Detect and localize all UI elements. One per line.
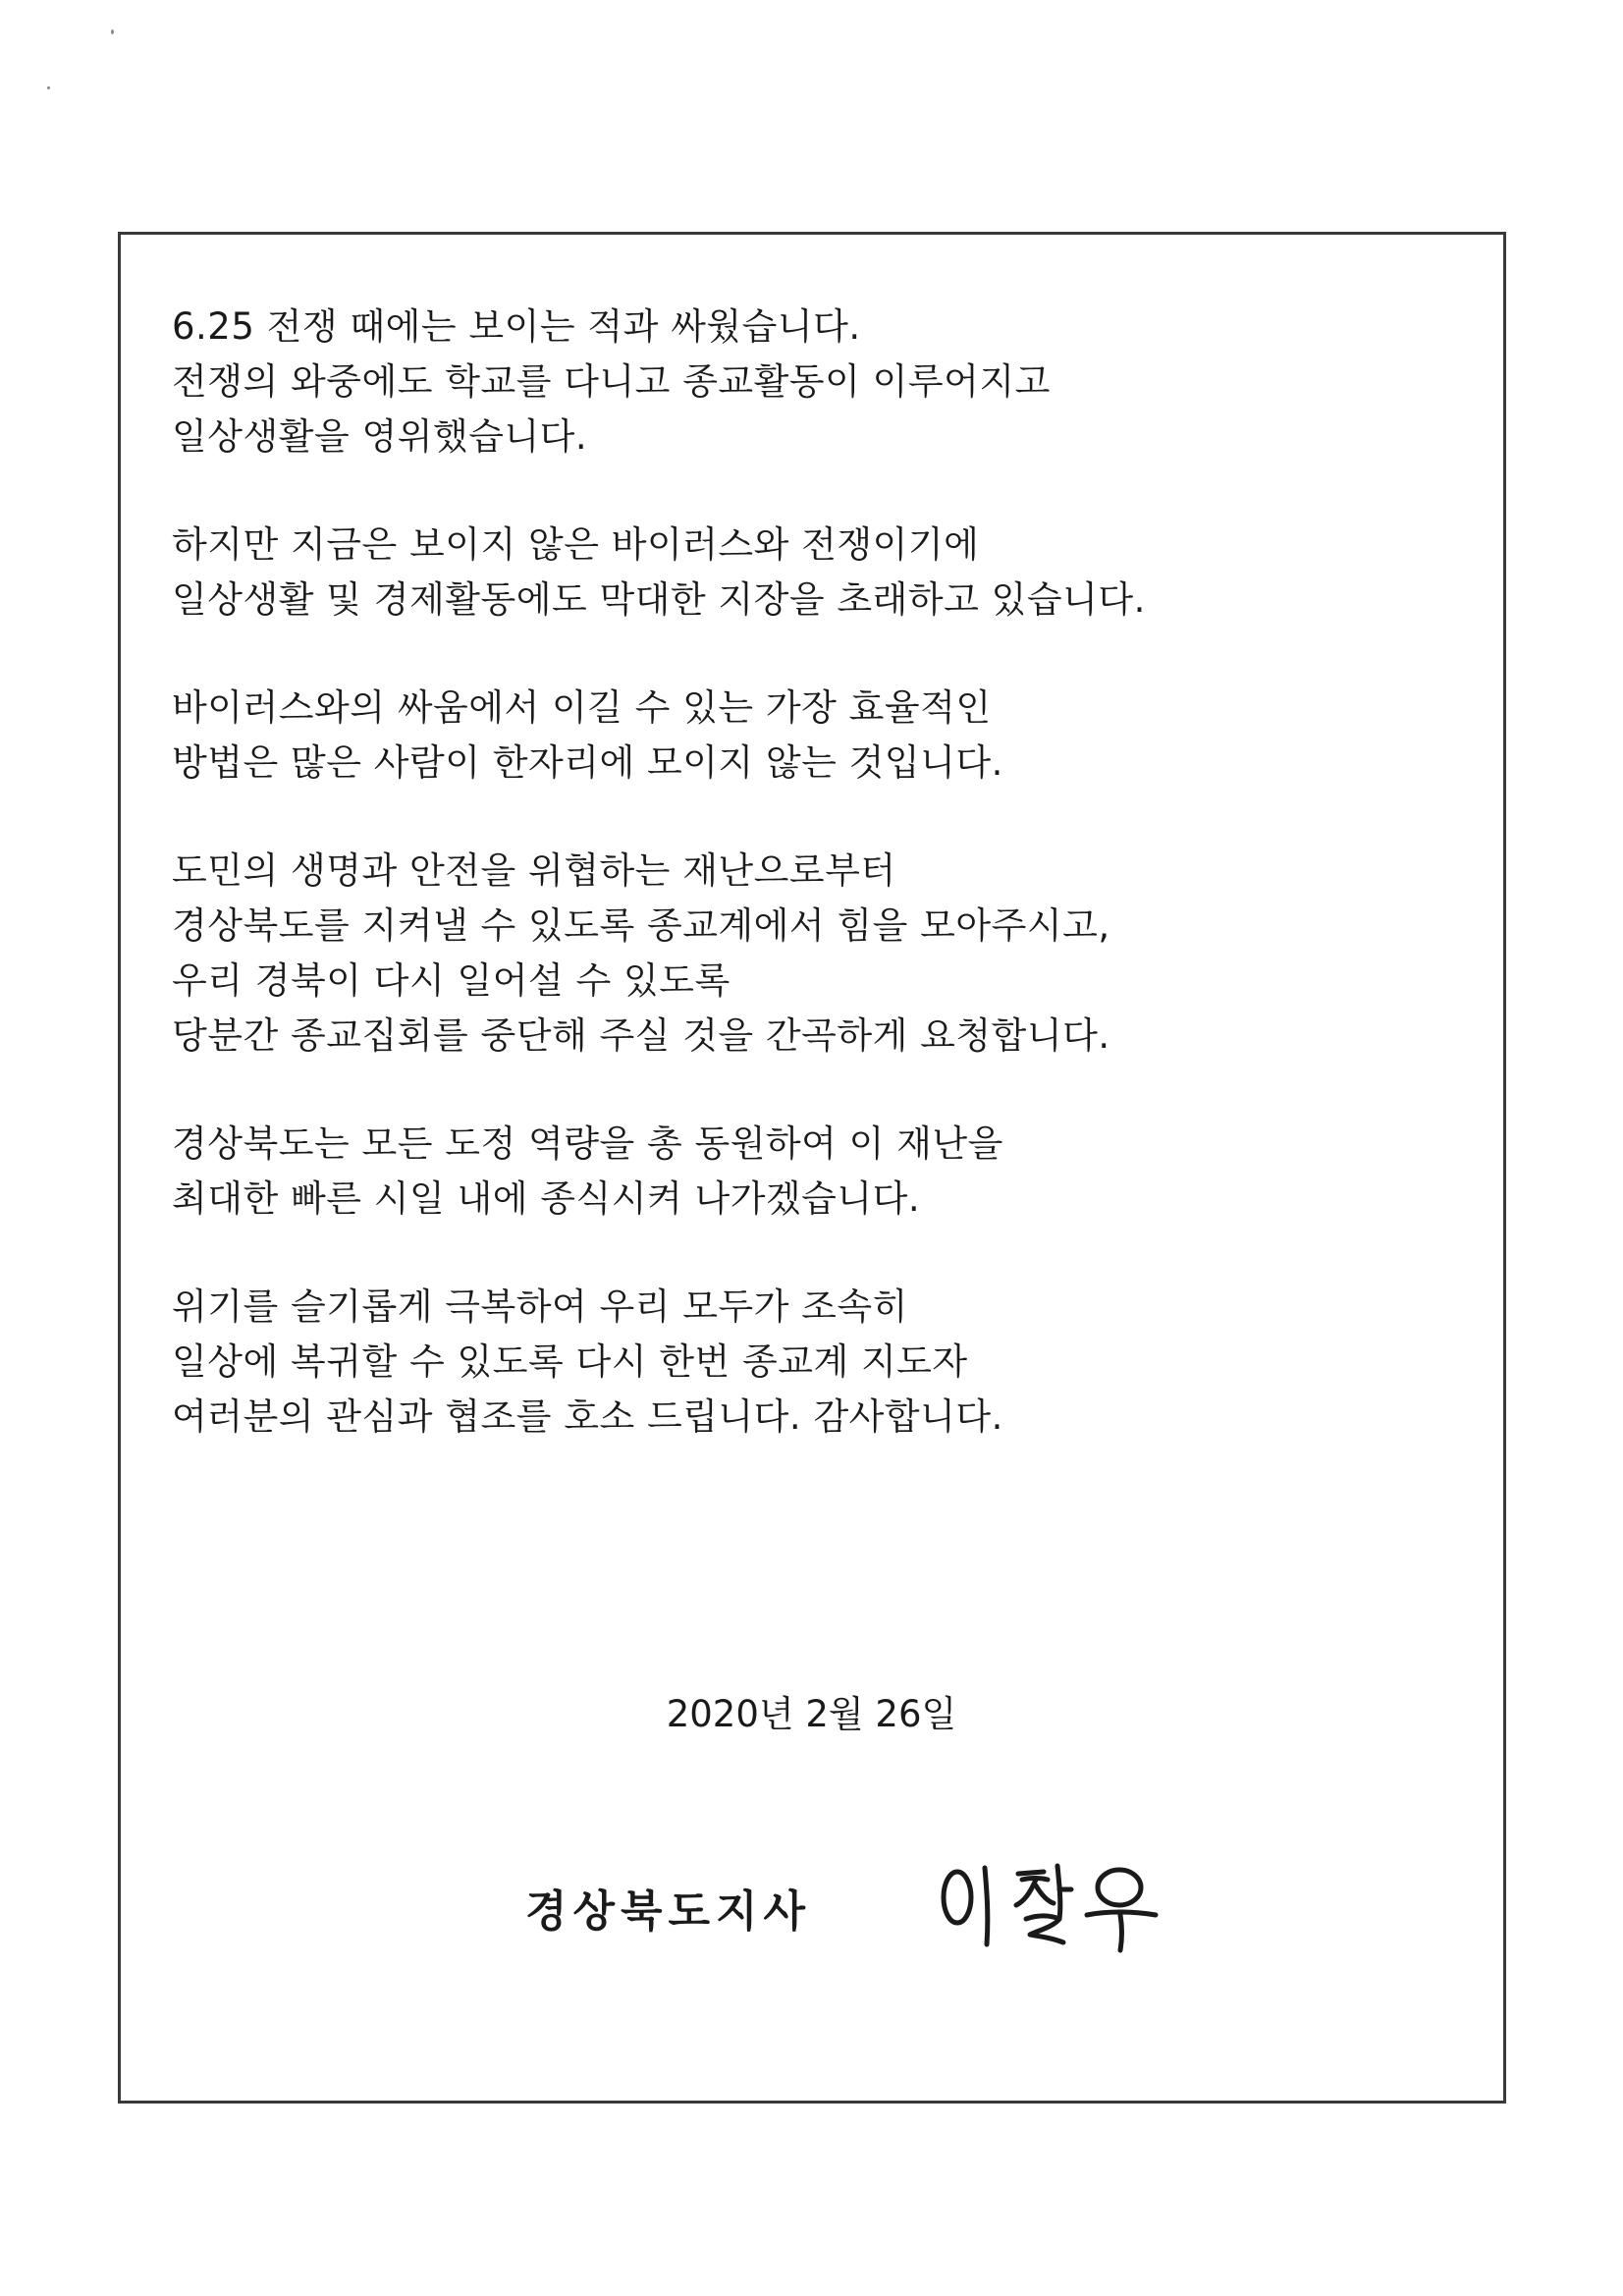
letter-date: 2020년 2월 26일 [666, 1693, 957, 1735]
text-line: 일상생활을 영위했습니다. [172, 415, 588, 458]
handwritten-signature [928, 1846, 1183, 1954]
text-line: 위기를 슬기롭게 극복하여 우리 모두가 조속히 [172, 1285, 908, 1328]
text-line: 최대한 빠른 시일 내에 종식시켜 나가겠습니다. [172, 1177, 921, 1220]
text-line: 경상북도는 모든 도정 역량을 총 동원하여 이 재난을 [172, 1122, 1003, 1165]
text-line: 도민의 생명과 안전을 위협하는 재난으로부터 [172, 849, 896, 892]
scan-speck [111, 29, 114, 34]
signature-block [0, 1846, 1623, 1954]
paragraph-2 [172, 518, 1468, 628]
text-line: 우리 경북이 다시 일어설 수 있도록 [172, 959, 730, 1002]
text-line: 일상생활 및 경제활동에도 막대한 지장을 초래하고 있습니다. [172, 578, 1146, 621]
text-line: 전쟁의 와중에도 학교를 다니고 종교활동이 이루어지고 [172, 360, 1051, 403]
signature-drawing [928, 1846, 1183, 1954]
scan-speck [47, 86, 50, 89]
text-line: 여러분의 관심과 협조를 호소 드립니다. 감사합니다. [172, 1395, 1003, 1438]
text-line: 경상북도를 지켜낼 수 있도록 종교계에서 힘을 모아주시고, [172, 904, 1110, 947]
signatory-title: 경상북도지사 [525, 1886, 812, 1937]
text-line: 방법은 많은 사람이 한자리에 모이지 않는 것입니다. [172, 741, 1003, 784]
text-line: 바이러스와의 싸움에서 이길 수 있는 가장 효율적인 [172, 686, 992, 729]
paragraph-5 [172, 1117, 1468, 1227]
paragraph-3 [172, 681, 1468, 791]
text-line: 일상에 복귀할 수 있도록 다시 한번 종교계 지도자 [172, 1340, 968, 1383]
text-line: 하지만 지금은 보이지 않은 바이러스와 전쟁이기에 [172, 523, 980, 566]
letter-body [172, 300, 1468, 1498]
text-line: 6.25 전쟁 때에는 보이는 적과 싸웠습니다. [172, 305, 861, 348]
text-line: 당분간 종교집회를 중단해 주실 것을 간곡하게 요청합니다. [172, 1014, 1110, 1057]
paragraph-6 [172, 1280, 1468, 1445]
paragraph-1 [172, 300, 1468, 465]
paragraph-4 [172, 844, 1468, 1064]
